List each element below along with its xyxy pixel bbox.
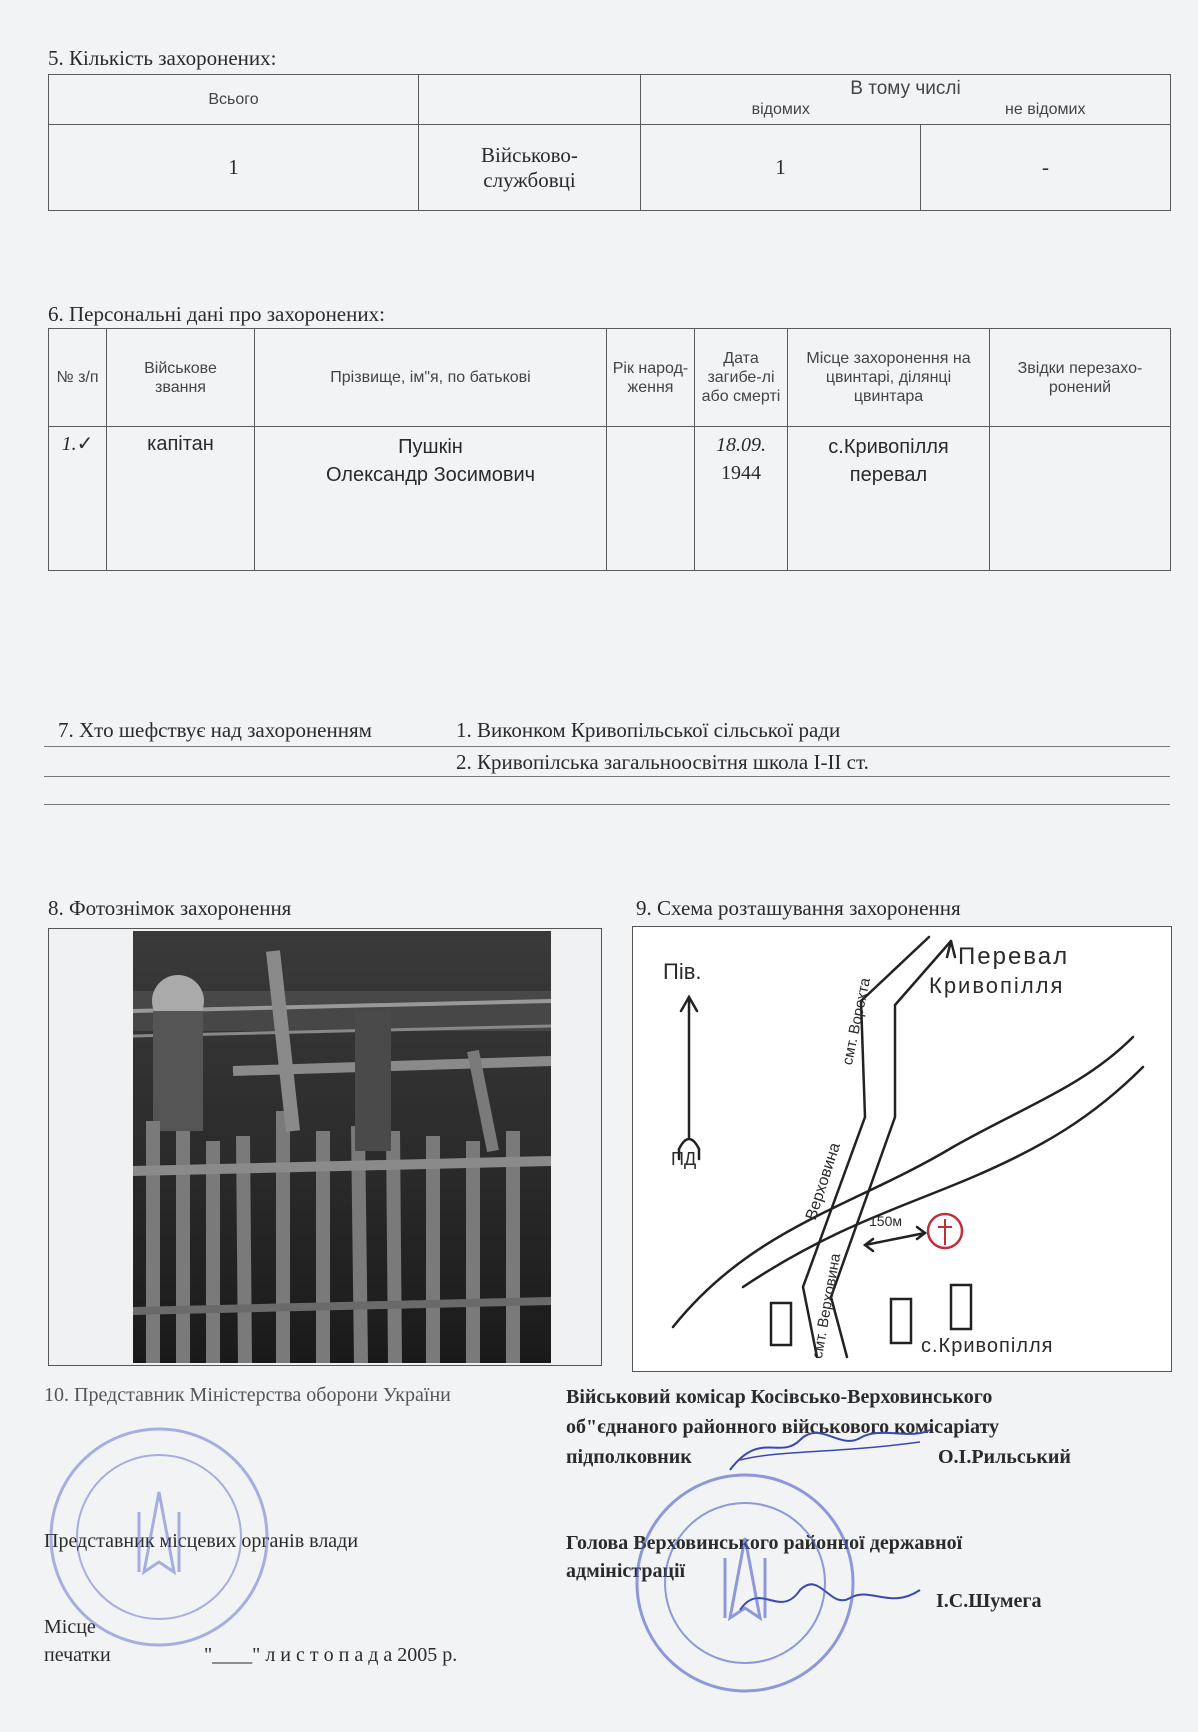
section5-title: 5. Кількість захоронених: [48, 46, 277, 70]
village-label: с.Кривопілля [921, 1335, 1054, 1357]
col-from-header: Звідки перезахо-ронений [990, 329, 1171, 427]
col-birth-header: Рік народ-ження [607, 329, 695, 427]
document-date: "____" л и с т о п а д а 2005 р. [204, 1644, 458, 1666]
military-commissariat-stamp [44, 1422, 274, 1652]
north-label: Пів. [663, 959, 702, 984]
patron-line-2: 2. Кривопілська загальноосвітня школа І-ІІ ст. [456, 750, 869, 774]
head-title-2: адміністрації [566, 1560, 686, 1582]
seal-place-label-2: печатки [44, 1644, 111, 1666]
road-label-lower: смт. Верховина [809, 1252, 845, 1360]
commissar-title-2: об"єднаного районного військового комісаріату [566, 1416, 1000, 1438]
col-category-header [419, 75, 641, 125]
section9-title: 9. Схема розташування захоронення [636, 896, 961, 920]
location-scheme [632, 926, 1172, 1372]
seal-place-label-1: Місце [44, 1616, 96, 1638]
col-place-header: Місце захоронення на цвинтарі, ділянці цвинтара [788, 329, 990, 427]
grave-photo [133, 931, 551, 1363]
col-num-header: № з/п [49, 329, 107, 427]
section6-title: 6. Персональні дані про захоронених: [48, 302, 385, 326]
row-birth-year [607, 427, 695, 571]
patron-line-1: 1. Виконком Кривопільської сільської ради [456, 718, 841, 742]
pass-label-1: Перевал [958, 943, 1070, 970]
pass-label-2: Кривопілля [929, 973, 1065, 998]
scheme-drawing [633, 927, 1171, 1371]
row-name: Пушкін Олександр Зосимович [255, 427, 607, 571]
col-death-header: Дата загибе-лі або смерті [695, 329, 788, 427]
col-rank-header: Військове звання [107, 329, 255, 427]
photo-frame [48, 928, 602, 1366]
row-category: Військово-службовці [419, 125, 641, 211]
row-unknown: - [921, 125, 1171, 211]
divider [44, 776, 1170, 777]
commissar-rank: підполковник [566, 1446, 692, 1468]
col-total-header: Всього [49, 75, 419, 125]
head-title-1: Голова Верховинського районної державної [566, 1532, 963, 1554]
divider [44, 804, 1170, 805]
section8-title: 8. Фотознімок захоронення [48, 896, 292, 920]
row-burial-place: с.Кривопілля перевал [788, 427, 990, 571]
row-reburied-from [990, 427, 1171, 571]
row-rank: капітан [107, 427, 255, 571]
row-death-date: 18.09. 1944 [695, 427, 788, 571]
commissar-name: О.І.Рильський [938, 1446, 1071, 1468]
road-label-mid: Верховина [803, 1140, 844, 1223]
trident-icon [139, 1492, 179, 1572]
col-known-header: відомих [751, 101, 810, 118]
col-in-number-header: В тому числі відомих не відомих [641, 75, 1171, 125]
road-label-upper: смт. Ворохта [839, 976, 875, 1067]
check-mark-icon: ✓ [76, 433, 94, 455]
divider [44, 746, 1170, 747]
col-unknown-header: не відомих [1005, 101, 1086, 118]
table-row [49, 427, 1171, 571]
administration-stamp [630, 1468, 860, 1698]
burials-count-table [48, 74, 1171, 211]
commissar-title-1: Військовий комісар Косівсько-Верховинського [566, 1386, 993, 1408]
col-name-header: Прізвище, ім"я, по батькові [255, 329, 607, 427]
row-total: 1 [49, 125, 419, 211]
head-name: І.С.Шумега [936, 1590, 1042, 1612]
personal-data-table [48, 328, 1171, 571]
section7-label: 7. Хто шефствує над захороненням [58, 718, 372, 742]
row-known: 1 [641, 125, 921, 211]
distance-label: 150м [869, 1213, 902, 1229]
trident-icon [725, 1538, 765, 1618]
monument-label: ПД [671, 1149, 697, 1169]
row-num: 1.✓ [49, 427, 107, 571]
local-representative: Представник місцевих органів влади [44, 1530, 359, 1552]
mod-representative: 10. Представник Міністерства оборони України [44, 1384, 451, 1406]
